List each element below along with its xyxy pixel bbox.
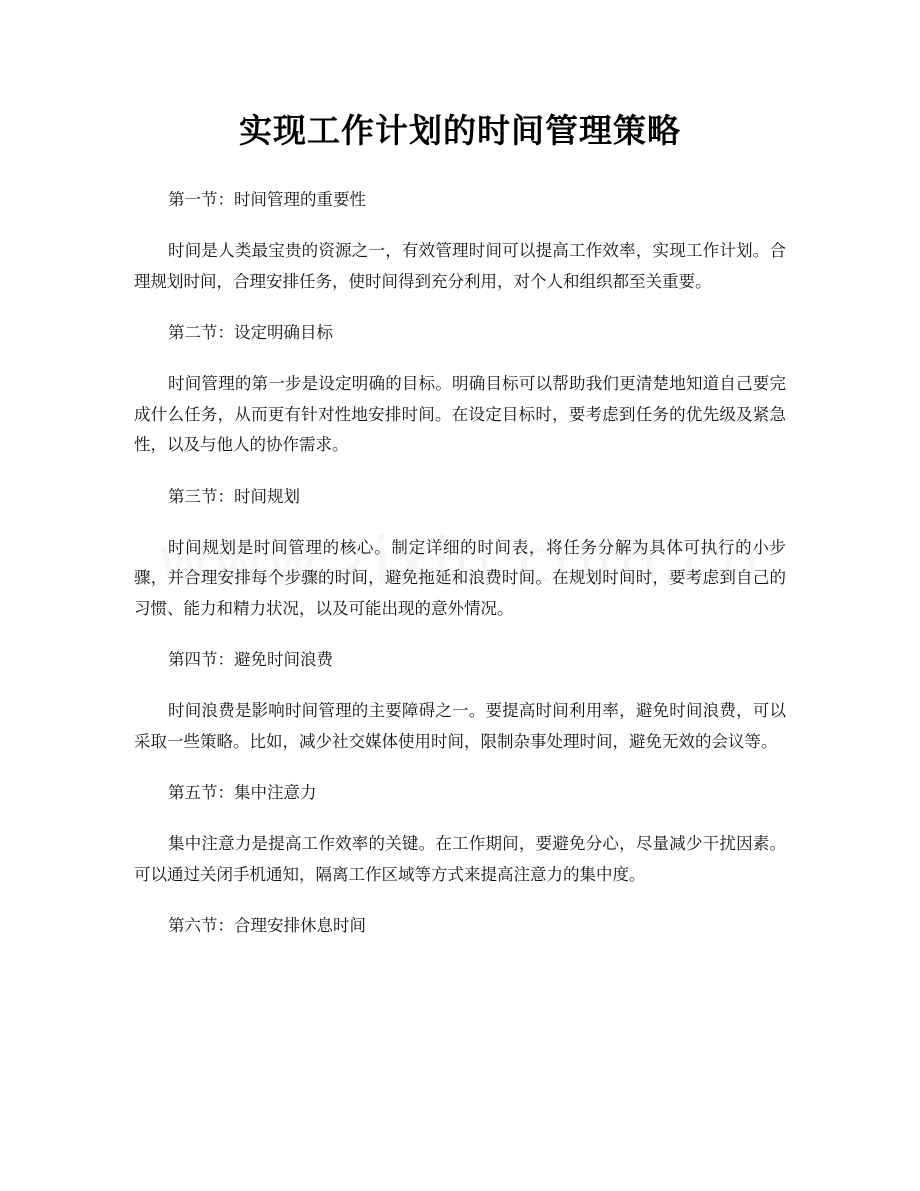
- section-2-heading: 第二节：设定明确目标: [168, 323, 333, 342]
- document-title: 实现工作计划的时间管理策略: [239, 111, 681, 150]
- section-6-heading: 第六节：合理安排休息时间: [168, 916, 366, 935]
- section-4-paragraph: 时间浪费是影响时间管理的主要障碍之一。要提高时间利用率，避免时间浪费，可以采取一些策略。比如，减少社交媒体使用时间，限制杂事处理时间，避免无效的会议等。: [134, 701, 786, 751]
- section-5-paragraph: 集中注意力是提高工作效率的关键。在工作期间，要避免分心，尽量减少干扰因素。可以通过关闭手机通知，隔离工作区域等方式来提高注意力的集中度。: [134, 834, 786, 884]
- section-4-heading: 第四节：避免时间浪费: [168, 650, 333, 669]
- section-2-paragraph: 时间管理的第一步是设定明确的目标。明确目标可以帮助我们更清楚地知道自己要完成什么任务，从而更有针对性地安排时间。在设定目标时，要考虑到任务的优先级及紧急性，以及与他人的协作需求。: [134, 374, 786, 454]
- section-1-heading: 第一节：时间管理的重要性: [168, 190, 366, 209]
- section-5-heading: 第五节：集中注意力: [168, 783, 317, 802]
- section-3-heading: 第三节：时间规划: [168, 486, 300, 506]
- section-3-paragraph: 时间规划是时间管理的核心。制定详细的时间表，将任务分解为具体可执行的小步骤，并合理安排每个步骤的时间，避免拖延和浪费时间。在规划时间时，要考虑到自己的习惯、能力和精力状况，以及可能出现的意外情况。: [134, 537, 786, 618]
- document-body: [134, 184, 786, 942]
- section-1-paragraph: 时间是人类最宝贵的资源之一，有效管理时间可以提高工作效率，实现工作计划。合理规划时间，合理安排任务，使时间得到充分利用，对个人和组织都至关重要。: [134, 241, 786, 291]
